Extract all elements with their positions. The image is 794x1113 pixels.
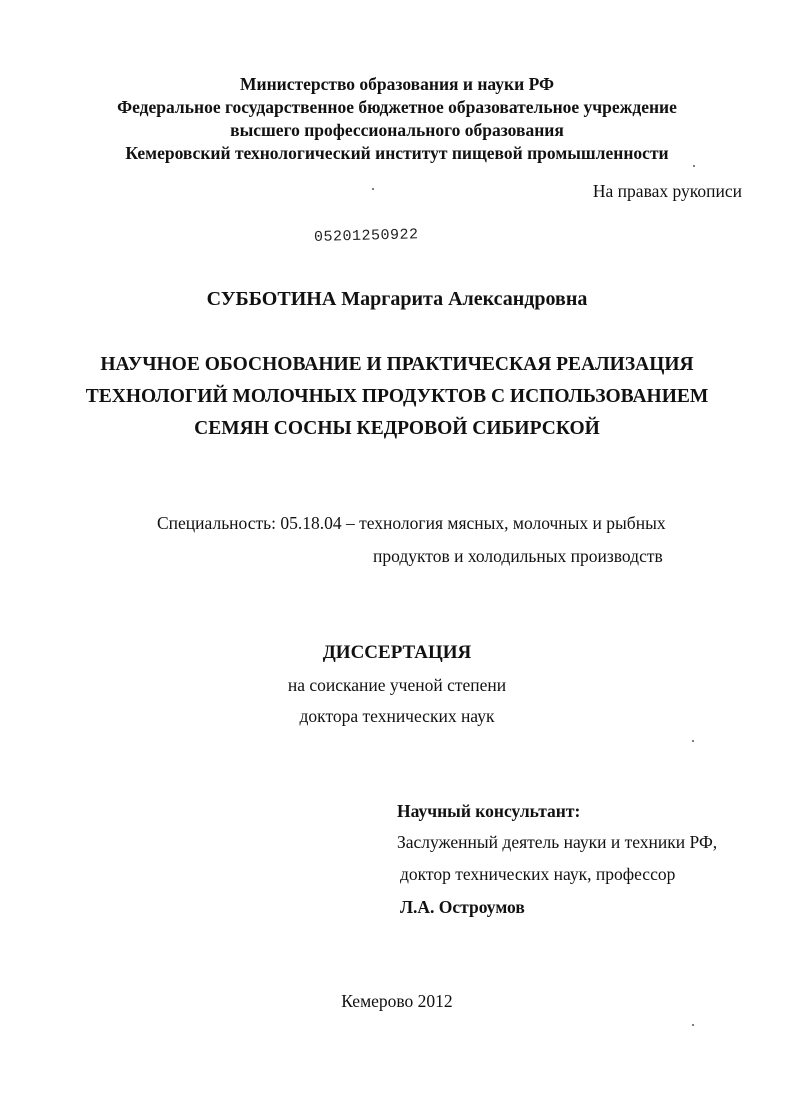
consultant-heading: Научный консультант:	[397, 801, 581, 821]
author-name	[0, 288, 794, 311]
author-given-names: Маргарита Александровна	[341, 288, 588, 310]
degree-line-1: на соискание ученой степени	[287, 675, 507, 695]
title-line-1: НАУЧНОЕ ОБОСНОВАНИЕ И ПРАКТИЧЕСКАЯ РЕАЛИЗАЦИЯ	[100, 354, 694, 375]
scan-speck	[693, 165, 695, 167]
title-line-3: СЕМЯН СОСНЫ КЕДРОВОЙ СИБИРСКОЙ	[194, 418, 600, 439]
manuscript-note: На правах рукописи	[592, 181, 742, 201]
scan-speck	[372, 188, 374, 190]
title-line-2: ТЕХНОЛОГИЙ МОЛОЧНЫХ ПРОДУКТОВ С ИСПОЛЬЗОВАНИЕМ	[85, 386, 709, 407]
author-surname: СУББОТИНА	[206, 288, 337, 310]
specialty-line-1: Специальность: 05.18.04 – технология мясных, молочных и рыбных	[157, 513, 666, 533]
institute-name-line: Кемеровский технологический институт пищевой промышленности	[125, 143, 669, 163]
scan-speck	[692, 1024, 694, 1026]
specialty-line-2: продуктов и холодильных производств	[373, 546, 663, 566]
ministry-line: Министерство образования и науки РФ	[239, 74, 554, 94]
consultant-title-line-1: Заслуженный деятель науки и техники РФ,	[397, 832, 718, 852]
consultant-title-line-2: доктор технических наук, профессор	[400, 864, 676, 884]
place-year: Кемерово 2012	[341, 991, 453, 1011]
catalog-number-stamp: 05201250922	[313, 226, 419, 246]
institution-type-line: Федеральное государственное бюджетное образовательное учреждение	[117, 97, 677, 117]
degree-line-2: доктора технических наук	[299, 706, 495, 726]
dissertation-heading: ДИССЕРТАЦИЯ	[322, 642, 472, 663]
education-level-line: высшего профессионального образования	[230, 120, 564, 140]
scan-speck	[692, 740, 694, 742]
consultant-name: Л.А. Остроумов	[400, 897, 525, 917]
